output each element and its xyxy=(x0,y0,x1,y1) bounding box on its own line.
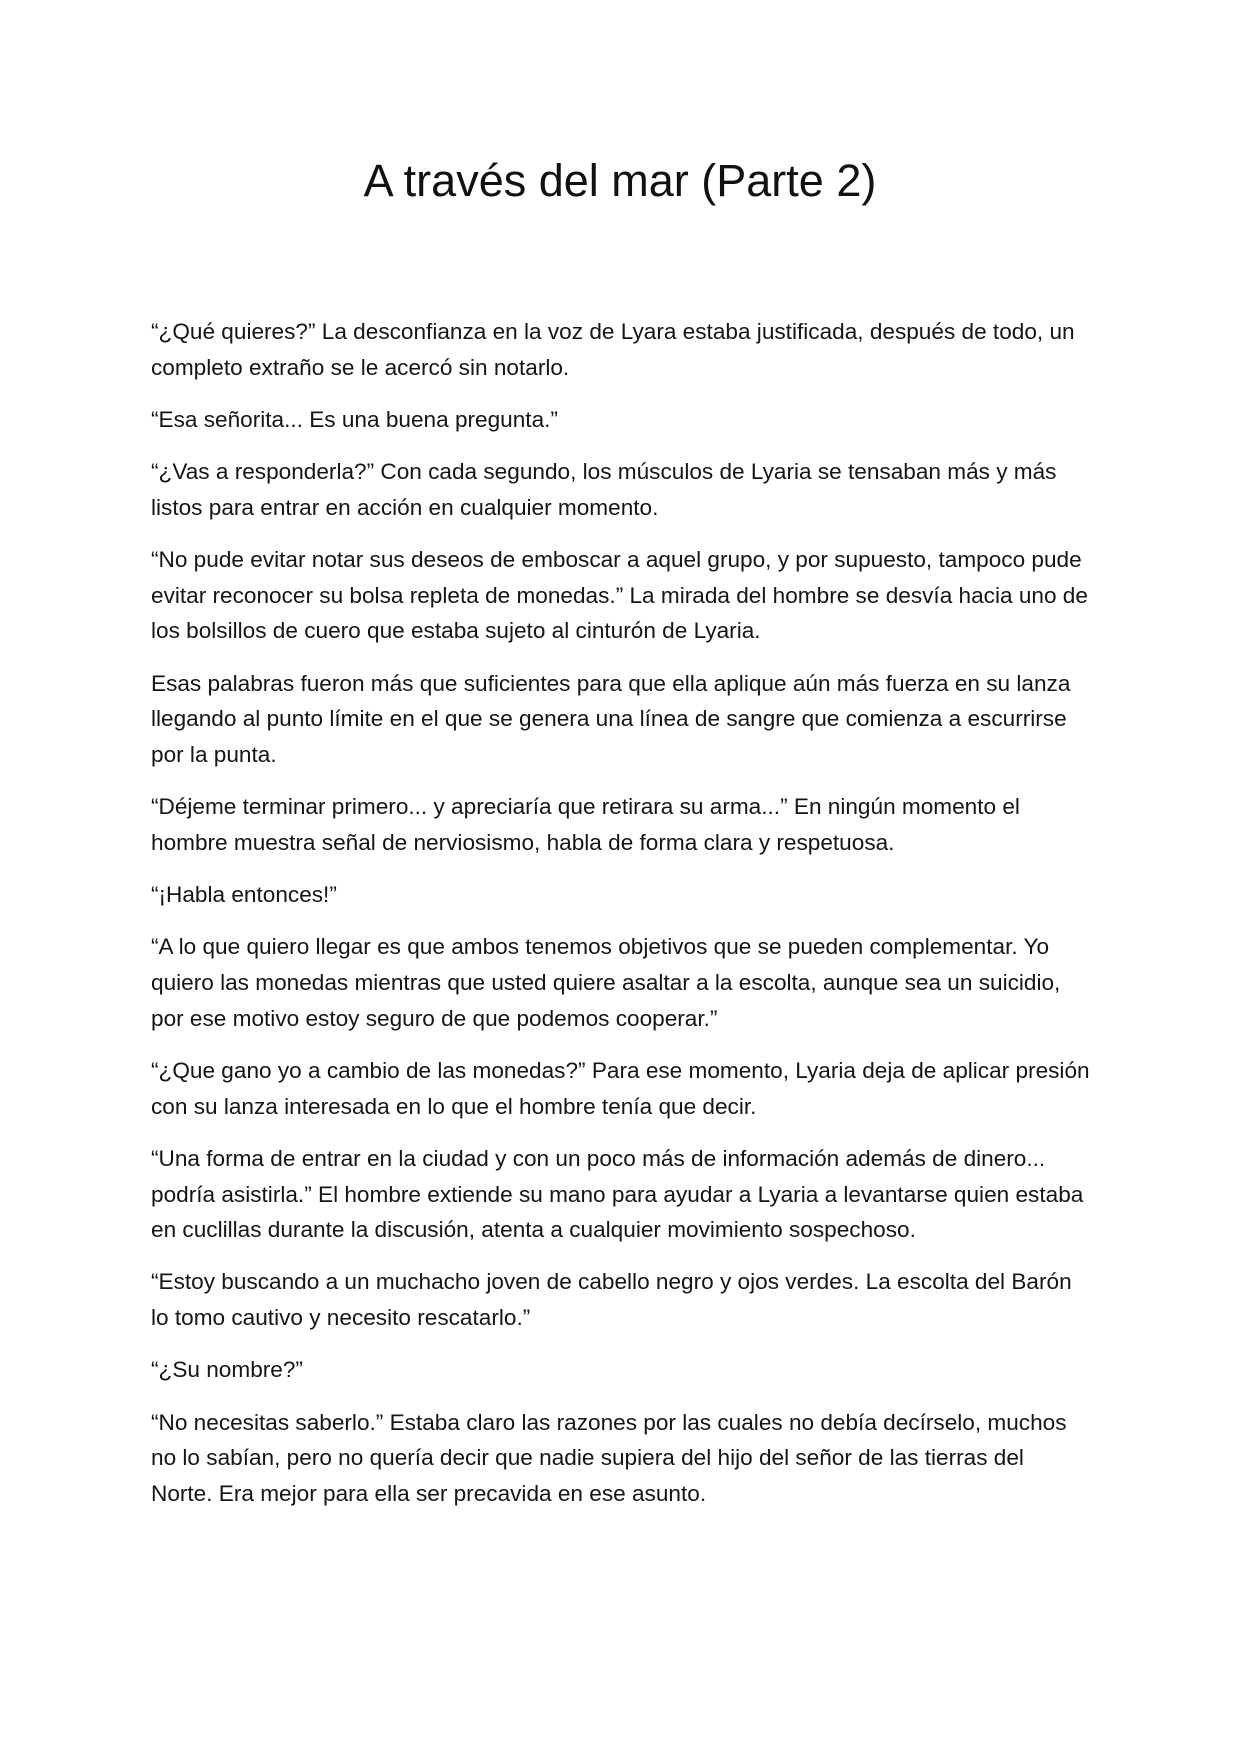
paragraph: “Estoy buscando a un muchacho joven de cabello negro y ojos verdes. La escolta del Barón lo tomo cautivo y necesito rescatarlo.” xyxy=(151,1269,1072,1331)
paragraph: “No pude evitar notar sus deseos de emboscar a aquel grupo, y por supuesto, tampoco pude evitar reconocer su bolsa repleta de monedas.” La mirada del hombre se desvía hacia uno de los bolsillos de cuero que estaba sujeto al cinturón de Lyaria. xyxy=(151,547,1088,644)
paragraph: “No necesitas saberlo.” Estaba claro las razones por las cuales no debía decírselo, muchos no lo sabían, pero no quería decir que nadie supiera del hijo del señor de las tierras del Norte. Era mejor para ella ser precavida en ese asunto. xyxy=(151,1409,1067,1506)
paragraph: “¿Vas a responderla?” Con cada segundo, los músculos de Lyaria se tensaban más y más listos para entrar en acción en cualquier momento. xyxy=(151,459,1057,520)
paragraph: “¡Habla entonces!” xyxy=(151,882,337,908)
document-body xyxy=(151,314,1091,1528)
document-title: A través del mar (Parte 2) xyxy=(363,155,877,206)
paragraph: “¿Que gano yo a cambio de las monedas?” Para ese momento, Lyaria deja de aplicar presión con su lanza interesada en lo que el hombre tenía que decir. xyxy=(151,1057,1090,1119)
paragraph: “Déjeme terminar primero... y apreciaría que retirara su arma...” En ningún momento el hombre muestra señal de nerviosismo, habla de forma clara y respetuosa. xyxy=(151,794,1020,855)
paragraph: “Una forma de entrar en la ciudad y con un poco más de información además de dinero... podría asistirla.” El hombre extiende su mano para ayudar a Lyaria a levantarse quien estaba en cuclillas durante la discusión, atenta a cualquier movimiento sospechoso. xyxy=(151,1145,1084,1243)
paragraph: “Esa señorita... Es una buena pregunta.” xyxy=(151,406,558,432)
paragraph: “¿Su nombre?” xyxy=(151,1357,303,1383)
paragraph: Esas palabras fueron más que suficientes para que ella aplique aún más fuerza en su lanza llegando al punto límite en el que se genera una línea de sangre que comienza a escurrirse por la punta. xyxy=(151,670,1071,768)
paragraph: “A lo que quiero llegar es que ambos tenemos objetivos que se pueden complementar. Yo quiero las monedas mientras que usted quiere asaltar a la escolta, aunque sea un suicidio, por ese motivo estoy seguro de que podemos cooperar.” xyxy=(151,934,1061,1031)
paragraph: “¿Qué quieres?” La desconfianza en la voz de Lyara estaba justificada, después de todo, un completo extraño se le acercó sin notarlo. xyxy=(151,319,1075,380)
